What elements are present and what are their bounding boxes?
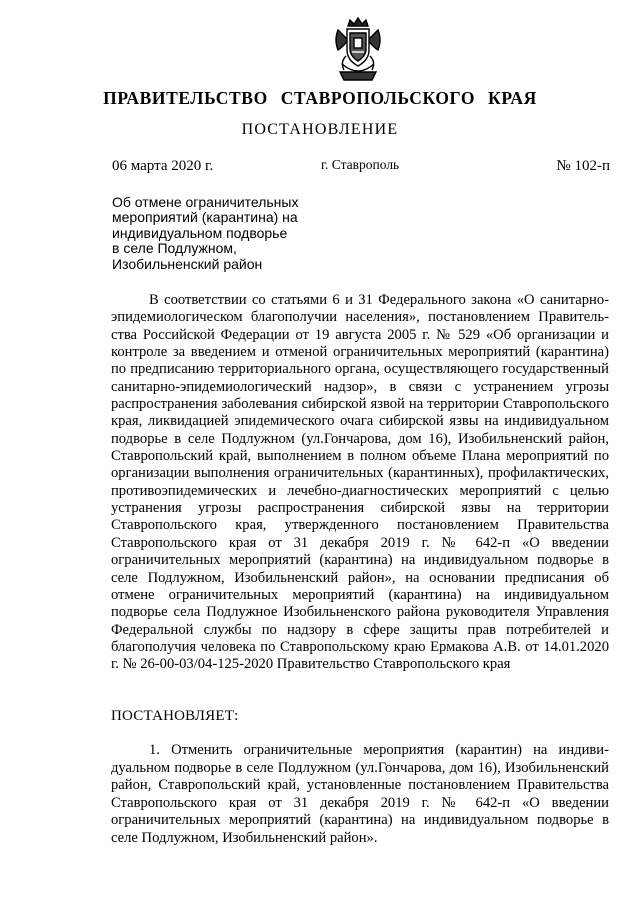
coat-of-arms-icon — [330, 16, 386, 84]
subject-line: мероприятий (карантина) на — [112, 209, 298, 226]
subject-line: индивидуальном подворье — [112, 224, 288, 241]
document-number: № 102-п — [556, 158, 610, 174]
document-subject — [112, 195, 322, 272]
document-city: г. Ставрополь — [321, 157, 400, 172]
government-title: ПРАВИТЕЛЬСТВО СТАВРОПОЛЬСКОГО КРАЯ — [103, 88, 537, 108]
preamble — [111, 292, 609, 674]
resolves-heading: ПОСТАНОВЛЯЕТ: — [111, 708, 239, 724]
resolution-items — [111, 742, 609, 848]
resolution-item-1: 1. Отменить ограничительные мероприятия (карантин) на индивидуальном подворье в селе Подлужном (ул.Гончарова, дом 16), Изобильненский район, Ставропольский край, установленные постановлением Правительства Ставропольского края от 31 декабря 2019 г. № 642-п «О введении ограничительных мероприятий (карантина) на индивидуальном подворье в селе Подлужном, Изобильненский район». — [111, 742, 609, 846]
subject-line: Об отмене ограничительных — [112, 194, 299, 210]
document-type: ПОСТАНОВЛЕНИЕ — [241, 121, 399, 138]
subject-line: в селе Подлужном, — [112, 240, 237, 257]
subject-line: Изобильненский район — [112, 255, 263, 272]
document-date: 06 марта 2020 г. — [112, 158, 214, 174]
preamble-paragraph: В соответствии со статьями 6 и 31 Федерального закона «О санитарно-эпидемиологическом благополучии населения», постановлением Правительства Российской Федерации от 19 августа 2005 г. № 529 «Об организации и контроле за введением и отменой ограничительных мероприятий (карантина) по предписанию территориального органа, осуществляющего государственный санитарно-эпидемиологический надзор», в связи с устранением угрозы распространения заболевания сибирской язвой на территории Ставропольского края, ликвидацией эпидемического очага сибирской язвы на индивидуальном подворье в селе Подлужном (ул.Гончарова, дом 16), Изобильненский район, Ставропольский край, выполнением в полном объеме Плана мероприятий по организации выполнения ограничительных (карантинных), профилактических, противоэпидемических и лечебно-диагностических мероприятий с целью устранения угрозы распространения сибирской язвы на территории Ставропольского края, утвержденного постановлением Правительства Ставропольского края от 31 декабря 2019 г. № 642-п «О введении ограничительных мероприятий (карантина) на индивидуальном подворье в селе Подлужном, Изобильненский район», на основании предписания об отмене ограничительных мероприятий (карантина) на индивидуальном подворье села Подлужное Изобильненского района руководителя Управления Федеральной службы по надзору в сфере защиты прав потребителей и благополучия человека по Ставропольскому краю Ермакова А.В. от 14.01.2020 г. № 26-00-03/04-125-2020 Правительство Ставропольского края — [111, 292, 609, 673]
